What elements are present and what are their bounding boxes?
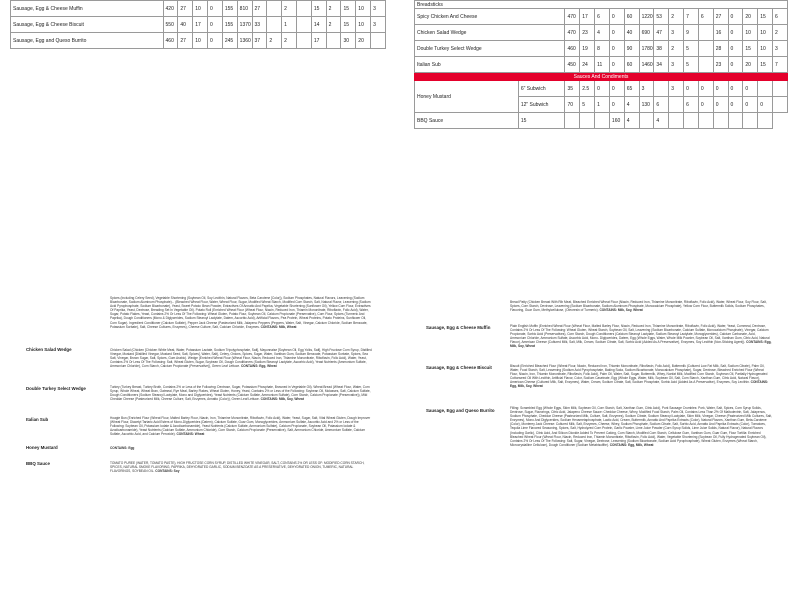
section-header: Sauces And Condiments [415, 73, 788, 81]
nutrition-cell: 0 [609, 81, 624, 97]
ingredients-left-column [26, 296, 372, 486]
ingredient-text: Spices (Including Celery Seed), Vegetable Shortening (Soybean Oil, Soy Lecithin, Natural Flavors, Beta Carotene [Color]), Sodium Phosphates, Natural Flavors, Leavening (Sodium Bicarbonate, Sodium Aluminum Phosphate)... (Bleached Wheat Flour, Water, Wheat Flour, Sugar, Modified Wheat Starch, Modified Corn Starch, Salt, Natural Flavor, Leavening (Sodium Acid Pyrophosphate, Sodium Bicarbonate), Yeast, Sweet Potato: Bean Powder, Extractives Of Annatto And Paprika, Vegetable Shortening (Sunflower Oil), Yellow Corn Flour, Extractives Of Paprika, Yeast, Dextrose, Breading Set In Vegetable Oil). Potato Roll (Enriched Wheat Flour (Wheat Flour, Niacin, Reduced Iron, Thiamin Mononitrate, Riboflavin, Folic Acid), Water, Sugar, Potato Flakes, Yeast, Contains 2% Or Less Of The Following: Wheat Gluten, Potato Flour, Soybean Oil, Calcium Propionate (Preservative), Corn Flour, Spices (Turmeric And Paprika), Dough Conditioners (Mono & Diglycerides, Sodium Stearoyl Lactylate, Datem, Ascorbic Acid), Artificial Flavors, Pea Protein, Wheat Proteins, Potato Proteins, Sunflower Oil, Corn Sugar). Ingredient Conditioner (Calcium Sulfate), Pepper Jack Cheese (Pasteurized Milk, Jalapeno Peppers (Peppers, Water, Salt, Vinegar, Calcium Chloride, Sodium Benzoate, Potassium Sorbate), Salt, Cheese Cultures, Enzymes), Cheese Culture, Salt, Calcium Chloride, Enzymes. [110, 296, 371, 329]
nutrition-cell: 70 [565, 97, 580, 113]
nutrition-cell: 20 [743, 9, 758, 25]
ingredient-text-block [110, 446, 372, 450]
nutrition-cell [773, 97, 788, 113]
nutrition-cell: 10 [743, 25, 758, 41]
nutrition-cell [728, 113, 743, 129]
nutrition-cell: 2 [326, 1, 341, 17]
table-row [415, 113, 788, 129]
nutrition-cell: 2 [773, 25, 788, 41]
nutrition-cell [296, 33, 311, 49]
nutrition-cell: 40 [624, 25, 639, 41]
nutrition-cell: 10 [193, 33, 208, 49]
nutrition-cell: 20 [356, 33, 371, 49]
ingredient-item-name: Italian Sub [26, 417, 49, 422]
nutrition-cell: 0 [713, 81, 728, 97]
row-item-name: Breadsticks [415, 1, 788, 9]
nutrition-cell: 10 [356, 17, 371, 33]
nutrition-cell: 0 [609, 25, 624, 41]
ingredient-text: Biscuit (Enriched Bleached Flour (Wheat Flour, Niacin, Reduced Iron, Thiamin Mononitrate, Riboflavin, Folic Acid), Buttermilk (Cultured Low Fat Milk, Salt, Sodium Citrate), Palm Oil, Water, Food Starch, Salt, Leavening (Sodium Acid Pyrophosphate, Baking Soda, Sodium Bicarbonate, Monocalcium Phosphate), Sugar, Dextrose, Bleached Enriched Flour (Wheat Flour, Niacin, Iron, Thiamin Mononitrate, Riboflavin, Folic Acid), Palm Oil, Water, Salt, Sugar, Buttermilk, Whey, Nonfat Milk, Modified Corn Starch, Soybean Oil, Partially Hydrogenated Cottonseed Oil With Lecithin, Artificial Flavor, Color, Sodium Caseinate, Egg (Whole Eggs, Water, Milk, Soybean Oil, Salt, Corn Starch, Xanthan Gum, Citric Acid, Natural Flavor), American Cheese (Cultured Milk, Salt, Enzymes), Water, Cream, Sodium Citrate, Salt, Sodium Phosphate, Sorbic Acid (Added As A Preservative), Enzymes, Soy Lecithin. [510, 364, 768, 385]
nutrition-cell: 3 [639, 81, 654, 97]
nutrition-cell: 0 [728, 57, 743, 73]
nutrition-cell: 8 [595, 41, 610, 57]
nutrition-cell: 3 [669, 25, 684, 41]
nutrition-cell [713, 113, 728, 129]
nutrition-cell: 15 [341, 1, 356, 17]
nutrition-cell: 130 [639, 97, 654, 113]
ingredient-text-block [510, 406, 772, 447]
table-row [415, 57, 788, 73]
row-item-name: Italian Sub [415, 57, 565, 73]
nutrition-cell: 10 [193, 1, 208, 17]
allergen-contains: CONTAINS: Wheat [176, 432, 205, 437]
ingredients-right-column [426, 300, 772, 470]
nutrition-cell: 19 [580, 41, 595, 57]
nutrition-cell [698, 41, 713, 57]
nutrition-cell [654, 81, 669, 97]
ingredient-item-name: Sausage, Egg & Cheese Muffin [426, 325, 491, 330]
nutrition-cell: 10 [758, 25, 773, 41]
nutrition-cell: 0 [728, 97, 743, 113]
nutrition-cell [698, 57, 713, 73]
nutrition-cell: 2 [669, 41, 684, 57]
table-row [415, 9, 788, 25]
nutrition-cell: 6 [773, 9, 788, 25]
nutrition-cell: 1 [595, 97, 610, 113]
nutrition-cell: 0 [743, 97, 758, 113]
nutrition-cell [580, 113, 595, 129]
row-item-name: Spicy Chicken And Cheese [415, 9, 565, 25]
ingredient-item-name: Sausage, Egg and Queso Burrito [426, 408, 495, 413]
nutrition-cell: 4 [654, 113, 669, 129]
ingredient-item-name: Double Turkey Select Wedge [26, 386, 86, 391]
nutrition-cell: 3 [669, 57, 684, 73]
ingredient-item-name: BBQ Sauce [26, 461, 50, 466]
allergen-contains: CONTAINS: Milk, Soy, Wheat [599, 308, 643, 313]
nutrition-cell: 6 [698, 9, 713, 25]
nutrition-cell: 27 [178, 1, 193, 17]
nutrition-cell: 53 [654, 9, 669, 25]
nutrition-cell: 1460 [639, 57, 654, 73]
table-row [11, 33, 386, 49]
nutrition-cell: 155 [222, 17, 237, 33]
nutrition-cell: 1780 [639, 41, 654, 57]
nutrition-cell: 0 [743, 81, 758, 97]
ingredient-text: Bread Patty (Chicken Breast With Rib Meat, Bleached Enriched Wheat Flour (Niacin, Reduced Iron, Thiamine Mononitrate, Riboflavin, Folic Acid), Water, Wheat Flour, Soy Flour, Salt, Spices, Corn Starch, Dextrose, Leavening (Sodium Bicarbonate, Sodium Aluminum Phosphate, Monocalcium Phosphate), Yellow Corn Flour, Buttermilk Solids, Sodium Phosphates, Flavoring, Guar Gum, Methylcellulose, (Oleoresin of Turmeric). [510, 300, 767, 313]
ingredient-text-block [110, 296, 372, 329]
nutrition-cell: 7 [773, 57, 788, 73]
nutrition-cell: 17 [580, 9, 595, 25]
ingredient-text-block [110, 416, 372, 436]
nutrition-cell: 4 [624, 97, 639, 113]
ingredient-text: Hoagie Bun (Enriched Flour (Wheat Flour, Malted Barley Flour, Niacin, Iron, Thiamine Mononitrate, Riboflavin, Folic Acid), Water, Yeast, Sugar, Salt, Vital Wheat Gluten, Dough Improver (Wheat Flour, Diacetyl Tartaric Acid Esters of Mono-Diglycerides (Datem), Calcium Sulfate, Guar Gum, Monoglycerides, Ammonium Sulfate, Ascorbic Acid and 2% or Less of the Following: Soybean Oil, Potassium Iodate & Azodicarbonamide), Yeast Nutrients (Calcium Sulfate, Ammonium Sulfate), Calcium Propionate, Soybean Oil, Potassium Iodate & Azodicarbonamide), Yeast Nutrients (Calcium Sulfate, Ammonium Chloride), Corn Starch, Calcium Propionate (Preservative), Salt, Ammonium Chloride, Ammonium Sulfate, Calcium Sulfate, Ascorbic Acid, and Calcium Peroxide). [110, 416, 371, 437]
nutrition-cell: 2.5 [580, 81, 595, 97]
nutrition-cell: 90 [624, 41, 639, 57]
nutrition-cell: 2 [326, 17, 341, 33]
nutrition-cell: 60 [624, 57, 639, 73]
nutrition-cell: 460 [163, 33, 178, 49]
allergen-contains: CONTAINS: Egg, Milk, Soy, Wheat [510, 340, 772, 349]
nutrition-cell: 2 [282, 1, 297, 17]
nutrition-cell: 38 [654, 41, 669, 57]
nutrition-cell: 420 [163, 1, 178, 17]
nutrition-cell: 0 [595, 81, 610, 97]
nutrition-cell: 20 [743, 57, 758, 73]
nutrition-cell: 17 [311, 33, 326, 49]
table-row [415, 1, 788, 9]
nutrition-cell: 0 [609, 57, 624, 73]
allergen-contains: CONTAINS: Soy [155, 469, 180, 474]
nutrition-cell: 0 [609, 97, 624, 113]
nutrition-cell: 0 [728, 41, 743, 57]
ingredient-text: Filling: Scrambled Egg (Whole Eggs, Skim Milk, Soybean Oil, Corn Starch, Salt, Xanthan Gum, Citric Acid), Pork Sausage Crumbles: Pork, Water, Salt, Spices, Corn Syrup Solids, Dextrose, Sugar, Flavorings, Citric Acid, Jalapeno Cheese Sauce: Cheddar Cheese, Whey, Modified Food Starch, Palm Oil, Contains Less Than 2% Of Maltodextrin, Salt, Jalapenos, Sodium Phosphate, Cheddar Cheese (Pasteurized Milk, Culture, Salt, Enzymes), Sodium Citrate, Sodium Stearoyl Lactylate, Skim Milk, Vinegar, Cheese (Pasteurized Milk Cultures, Salt, Enzymes), Mono And Diglycerides, Sodium Hexametaphosphate, Lactic Acid, Cream, Buttermilk, Annatto And Paprika Extracts (Color), Natural Flavors, Xanthan Gum, Beta-Carotene (Color), Monterey Jack Cheese: Cultured Milk, Salt, Enzymes, Cheese, Whey, Sodium Phosphate, Sodium Citrate, Salt, Sorbic Acid, Annatto And Paprika Extracts (Color), Tomatoes, Tequila Lime Flavored Seasoning, Spices, Salt, Hydrolyzed Corn Protein, Garlic Powder, Lime Juice Powder (Corn Syrup Solids, Lime Juice Solids, Natural Flavor), Natural Flavors (Including Garlic), Citric Acid, And Silicon Dioxide Added To Prevent Caking, Corn Starch, Modified Corn Starch, Cellulose Gum, Xanthan Gum, Guar Gum, Flour Tortilla: Enriched Bleached Wheat Flour (Wheat Flour, Niacin, Reduced Iron, Thiamin Mononitrate, Riboflavin, Folic Acid), Water, Vegetable Shortening (Soybean Oil, Fully Hydrogenated Soybean Oil), Contains 2% Or Less Of The Following: Salt, Sugar, Vinegar, Dextrose, Leavening (Sodium Bicarbonate, Sodium Acid Pyrophosphate), Wheat Gluten, Enzymes (Wheat Starch, Microcrystalline Cellulose), Dough Conditioner (Sodium Metabisulfite). [510, 406, 772, 447]
nutrition-cell: 0 [208, 33, 223, 49]
nutrition-cell: 0 [728, 25, 743, 41]
row-item-name: Sausage, Egg & Cheese Muffin [11, 1, 164, 17]
nutrition-cell: 3 [371, 1, 386, 17]
nutrition-cell [698, 25, 713, 41]
nutrition-cell: 37 [252, 33, 267, 49]
nutrition-cell: 1 [282, 17, 297, 33]
row-item-name: Sausage, Egg and Queso Burrito [11, 33, 164, 49]
nutrition-cell: 1220 [639, 9, 654, 25]
nutrition-cell [267, 1, 282, 17]
nutrition-cell: 6 [684, 97, 699, 113]
nutrition-cell: 40 [178, 17, 193, 33]
nutrition-cell [698, 113, 713, 129]
nutrition-cell: 450 [565, 57, 580, 73]
nutrition-cell: 11 [595, 57, 610, 73]
nutrition-cell: 160 [609, 113, 624, 129]
row-item-name: Honey Mustard [415, 81, 519, 113]
nutrition-cell: 0 [728, 81, 743, 97]
ingredient-text: Turkey (Turkey Breast, Turkey Broth, Contains 2% or Less of the Following: Dextrose, Sugar, Potassium Phosphate, Browned in Vegetable Oil). Wheat Bread (Wheat Flour, Water, Corn Syrup, Whole Wheat, Wheat Bran, Oatmeal, Rye Meal, Barley Flakes, Wheat Gluten, Honey, Yeast, Contains 2% or Less of the Following: Soybean Oil, Molasses, Salt, Calcium Sulfate, Dough Conditioners (Sodium Stearoyl Lactylate, Mono and Diglycerides), Yeast Nutrients (Calcium Sulfate, Ammonium Sulfate), Corn Starch, Calcium Propionate (Preservative)), Mild Cheddar Cheese (Pasteurized Milk, Cheese Culture, Salt, Enzymes, Annatto (Color)), Green Leaf Lettuce. [110, 385, 371, 402]
allergen-contains: CONTAINS: Egg, Wheat [240, 364, 277, 369]
ingredient-item-name: Honey Mustard [26, 445, 58, 450]
nutrition-cell: 1370 [237, 17, 252, 33]
allergen-contains: CONTAINS: Milk, Wheat [260, 324, 297, 329]
nutrition-cell: 6 [654, 97, 669, 113]
nutrition-cell [639, 113, 654, 129]
nutrition-cell [267, 17, 282, 33]
nutrition-cell: 35 [565, 81, 580, 97]
nutrition-cell: 5 [684, 57, 699, 73]
nutrition-cell: 3 [669, 81, 684, 97]
nutrition-cell: 460 [565, 41, 580, 57]
nutrition-cell: 5 [684, 41, 699, 57]
nutrition-cell: 10 [356, 1, 371, 17]
nutrition-cell: 470 [565, 9, 580, 25]
row-item-name: Double Turkey Select Wedge [415, 41, 565, 57]
ingredient-text-block [110, 385, 372, 401]
nutrition-cell: 245 [222, 33, 237, 49]
nutrition-cell [595, 113, 610, 129]
serving-size-cell: 12" Subwich [518, 97, 565, 113]
nutrition-cell: 0 [698, 97, 713, 113]
table-row [415, 25, 788, 41]
nutrition-cell: 23 [580, 25, 595, 41]
nutrition-cell: 6 [595, 9, 610, 25]
nutrition-cell: 15 [758, 9, 773, 25]
ingredient-text-block [510, 364, 772, 389]
left-nutrition-table [10, 0, 386, 49]
nutrition-cell: 470 [565, 25, 580, 41]
nutrition-cell: 47 [654, 25, 669, 41]
nutrition-cell [296, 1, 311, 17]
ingredient-text: TOMATO PUREE (WATER, TOMATO PASTE), HIGH FRUCTOSE CORN SYRUP, DISTILLED WHITE VINEGAR, SALT, CONTAINS 2% OR LESS OF: MODIFIED CORN STARCH, SPICES, NATURAL SMOKE FLAVORING, PAPRIKA, DEHYDRATED GARLIC, SODIUM BENZOATE AS A PRESERVATIVE, DEHYDRATED ONION, TUMERIC, NATURAL FLAVORINGS, SOYBEAN OIL. [110, 461, 365, 474]
nutrition-cell [565, 113, 580, 129]
nutrition-cell: 9 [684, 25, 699, 41]
ingredient-item-name: Chicken Salad Wedge [26, 347, 72, 352]
allergen-contains: CONTAINS: Milk, Soy, Wheat [260, 397, 304, 402]
nutrition-cell: 690 [639, 25, 654, 41]
nutrition-cell: 24 [580, 57, 595, 73]
nutrition-cell: 550 [163, 17, 178, 33]
nutrition-cell: 23 [713, 57, 728, 73]
ingredient-text: Chicken Salad (Chicken [Chicken White Meat, Water, Potassium Lactate, Sodium Tripolyphosphate, Salt], Mayonnaise [Soybean Oil, Egg Yolks, Salt], High Fructose Corn Syrup, Distilled Vinegar, Mustard [Distilled Vinegar, Mustard Seed, Salt, Spices], Water, Salt), Celery, Onions, Spices, Sugar, Water, Xanthan Gum, Sodium Benzoate, Potassium Sorbate, Spices, Sea Salt, Vinegar, Brown Sugar, Salt, Spices, Gum Arabic). Wedge (Enriched Wheat Flour (Wheat Flour, Niacin, Reduced Iron, Thiamine Mononitrate, Riboflavin, Folic Acid), Water, Yeast, Contains 2% Or Less Of The Following: Salt, Wheat Gluten, Sugar, Soybean Oil, Dough Conditioners (Sodium Stearoyl Lactylate, Ascorbic Acid), Yeast Nutrients (Ammonium Sulfate, Ammonium Chloride), Corn Starch, Calcium Propionate (Preservative)), Green Leaf Lettuce. [110, 348, 372, 369]
nutrition-cell: 65 [624, 81, 639, 97]
row-item-name: BBQ Sauce [415, 113, 519, 129]
nutrition-cell: 810 [237, 1, 252, 17]
nutrition-cell [296, 17, 311, 33]
nutrition-cell: 15 [518, 113, 565, 129]
nutrition-cell: 28 [713, 41, 728, 57]
allergen-contains: CONTAINS: Egg, Milk, Soy, Wheat [510, 380, 769, 389]
nutrition-cell: 17 [193, 17, 208, 33]
nutrition-cell: 0 [609, 41, 624, 57]
ingredient-text-block [510, 300, 772, 312]
table-row [415, 81, 788, 97]
nutrition-cell: 0 [208, 1, 223, 17]
nutrition-cell: 5 [580, 97, 595, 113]
nutrition-cell: 3 [773, 41, 788, 57]
right-nutrition-table [414, 0, 788, 129]
nutrition-cell: 33 [252, 17, 267, 33]
nutrition-cell: 0 [698, 81, 713, 97]
nutrition-cell: 16 [713, 25, 728, 41]
nutrition-cell: 1360 [237, 33, 252, 49]
nutrition-cell: 15 [341, 17, 356, 33]
ingredient-text-block [510, 324, 772, 349]
nutrition-cell: 27 [713, 9, 728, 25]
nutrition-cell: 7 [684, 9, 699, 25]
allergen-contains: CONTAINS: Egg, Milk, Wheat [609, 442, 654, 447]
nutrition-cell [326, 33, 341, 49]
nutrition-cell: 3 [371, 17, 386, 33]
table-row [415, 41, 788, 57]
nutrition-cell: 15 [743, 41, 758, 57]
section-header-row [415, 73, 788, 81]
nutrition-cell: 0 [609, 9, 624, 25]
nutrition-cell: 4 [624, 113, 639, 129]
nutrition-cell: 0 [684, 81, 699, 97]
serving-size-cell: 6" Subwich [518, 81, 565, 97]
ingredient-text-block [110, 461, 372, 473]
nutrition-cell [758, 113, 773, 129]
nutrition-cell: 2 [282, 33, 297, 49]
nutrition-cell: 0 [713, 97, 728, 113]
ingredient-text: Plain English Muffin (Enriched Wheat Flour (Wheat Flour, Malted Barley Flour, Niacin, Reduced Iron, Thiamine Mononitrate, Riboflavin, Folic Acid), Water, Yeast, Cornmeal, Dextrose, Contains 2% Or Less Of The Following: Wheat Gluten, Wheat Starch, Soybean Oil, Salt, Leavening (Sodium Bicarbonate, Calcium Sulfate, Monocalcium Phosphate), Vinegar, Calcium Propionate, Sorbic Acid (Preservatives), Corn Starch, Dough Conditioners (Calcium Stearoyl Lactylate, Sodium Stearoyl Lactylate, Monoglycerides), Calcium Carbonate, Acid, Ammonium Chloride, Ammonium Sulfate, Ascorbic Acid, Mono- Diglycerides, Datem, Egg (Whole Eggs, Water, Whole Milk Powder, Soybean Oil, Salt, Xanthan Gum, Citric Acid, Natural Flavor), American Cheese (Cultured Milk, Salt, Milk, Cream, Sodium Citrate, Salt, Sorbic Acid (Added As A Preservative), Enzymes, Soy Lecithin (Non-Sticking Agent)). [510, 324, 770, 345]
table-row [11, 1, 386, 17]
nutrition-cell [669, 97, 684, 113]
nutrition-cell: 60 [624, 9, 639, 25]
allergen-contains: CONTAINS: Egg [110, 446, 135, 450]
nutrition-cell: 0 [728, 9, 743, 25]
table-row [11, 17, 386, 33]
nutrition-cell [669, 113, 684, 129]
nutrition-cell: 27 [252, 1, 267, 17]
nutrition-cell: 14 [311, 17, 326, 33]
nutrition-cell: 15 [758, 57, 773, 73]
nutrition-cell: 34 [654, 57, 669, 73]
nutrition-cell: 15 [311, 1, 326, 17]
nutrition-cell: 4 [595, 25, 610, 41]
ingredient-item-name: Sausage, Egg & Cheese Biscuit [426, 365, 492, 370]
nutrition-cell: 155 [222, 1, 237, 17]
nutrition-cell: 10 [758, 41, 773, 57]
nutrition-cell [758, 81, 773, 97]
nutrition-cell [371, 33, 386, 49]
nutrition-cell: 30 [341, 33, 356, 49]
ingredient-text-block [110, 348, 372, 368]
row-item-name: Sausage, Egg & Cheese Biscuit [11, 17, 164, 33]
nutrition-cell: 0 [758, 97, 773, 113]
nutrition-cell [743, 113, 758, 129]
row-item-name: Chicken Salad Wedge [415, 25, 565, 41]
nutrition-cell: 2 [669, 9, 684, 25]
nutrition-cell: 27 [178, 33, 193, 49]
nutrition-cell: 0 [208, 17, 223, 33]
nutrition-cell [773, 81, 788, 97]
nutrition-cell [684, 113, 699, 129]
nutrition-cell: 2 [267, 33, 282, 49]
